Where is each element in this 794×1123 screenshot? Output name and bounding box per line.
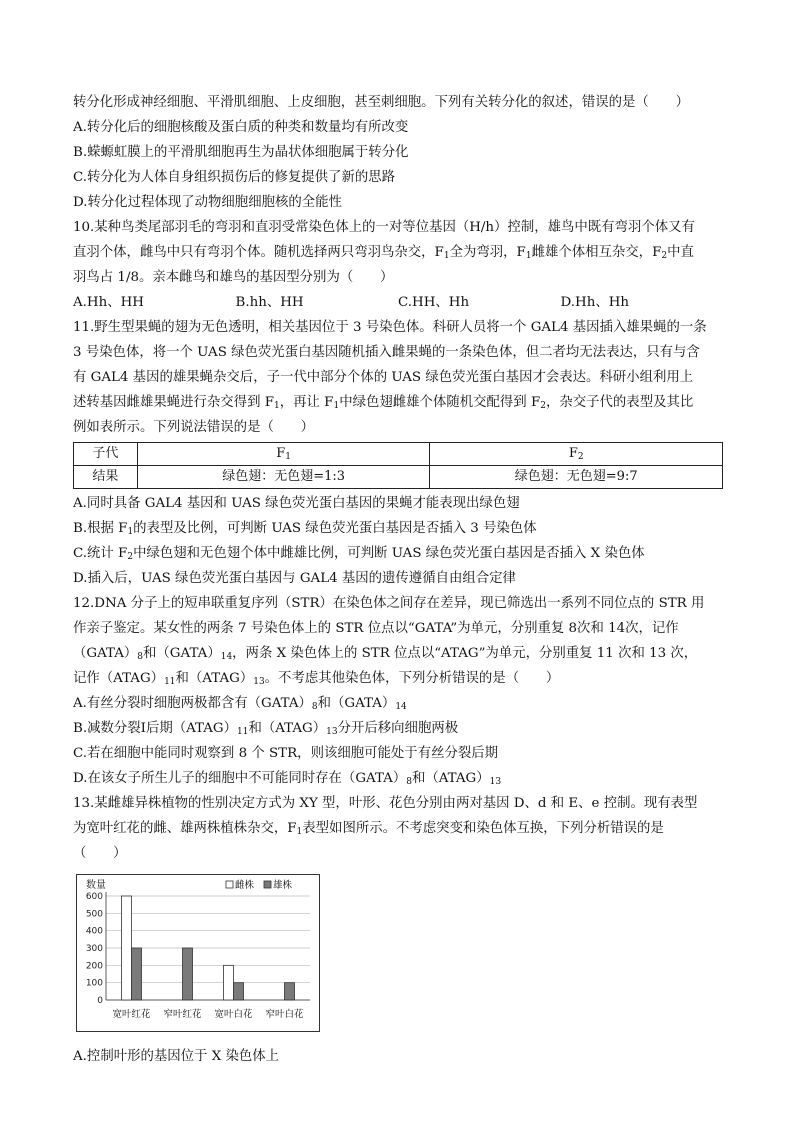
q10-option-b: B.hh、HH bbox=[235, 295, 304, 310]
legend-swatch bbox=[226, 881, 233, 888]
q11-line-1: 11.野生型果蝇的翅为无色透明，相关基因位于 3 号染色体。科研人员将一个 GAL4 基因插入雄果蝇的一条 bbox=[73, 320, 707, 335]
q12-line-1: 12.DNA 分子上的短串联重复序列（STR）在染色体之间存在差异，现已筛选出一系列不同位点的 STR 用 bbox=[73, 596, 705, 611]
x-tick-label: 宽叶红花 bbox=[112, 1009, 151, 1020]
q12-option-a: A.有丝分裂时细胞两极都含有$(GATA)_8$和$(GATA)_{14}$ bbox=[73, 696, 407, 712]
q9-option-c: C.转分化为人体自身组织损伤后的修复提供了新的思路 bbox=[73, 170, 396, 185]
q12-line-3: $(GATA)_8$和$(GATA)_{14}$，两条 X 染色体上的 STR 位点以“ATAG”为单元，分别重复 11 次和 13 次， bbox=[73, 646, 698, 662]
q11-option-a: A.同时具备 GAL4 基因和 UAS 绿色荧光蛋白基因的果蝇才能表现出绿色翅 bbox=[73, 496, 520, 511]
q12-option-c: C.若在细胞中能同时观察到 8 个 STR，则该细胞可能处于有丝分裂后期 bbox=[73, 746, 499, 761]
table-header-offspring: 子代 bbox=[74, 443, 138, 466]
q10-line-3: 羽鸟占 1/8。亲本雌鸟和雄鸟的基因型分别为（ ） bbox=[73, 270, 394, 285]
bar bbox=[224, 965, 234, 1000]
bar bbox=[122, 896, 132, 1000]
y-axis-label: 数量 bbox=[86, 880, 106, 891]
bar bbox=[183, 948, 193, 1000]
table-row bbox=[74, 466, 723, 489]
q9-option-d: D.转分化过程体现了动物细胞细胞核的全能性 bbox=[73, 195, 342, 210]
q12-line-2: 作亲子鉴定。某女性的两条 7 号染色体上的 STR 位点以“GATA”为单元，分别重复 8次和 14次，记作 bbox=[73, 621, 679, 636]
bar bbox=[234, 983, 244, 1000]
table-header-f2: $F_2$ bbox=[430, 443, 723, 466]
q13-bar-chart-svg bbox=[76, 874, 320, 1032]
q9-option-a: A.转分化后的细胞核酸及蛋白质的种类和数量均有所改变 bbox=[73, 120, 409, 135]
table-cell-f1-ratio: 绿色翅：无色翅=1:3 bbox=[137, 466, 430, 489]
y-tick-label: 0 bbox=[97, 996, 103, 1006]
q11-line-5: 例如表所示。下列说法错误的是（ ） bbox=[73, 420, 315, 435]
y-tick-label: 500 bbox=[85, 909, 103, 920]
q13-line-3: （ ） bbox=[73, 846, 127, 861]
y-tick-label: 200 bbox=[85, 961, 103, 972]
q12-option-d: D.在该女子所生儿子的细胞中不可能同时存在$(GATA)_8$和$(ATAG)_{13}$ bbox=[73, 771, 502, 787]
q10-line-1: 10.某种鸟类尾部羽毛的弯羽和直羽受常染色体上的一对等位基因（H/h）控制，雄鸟中既有弯羽个体又有 bbox=[73, 220, 695, 235]
table-row bbox=[74, 443, 723, 466]
q11-line-4: 述转基因雌雄果蝇进行杂交得到 $F_1$，再让 $F_1$中绿色翅雌雄个体随机交配得到 $F_2$，杂交子代的表型及其比 bbox=[73, 395, 694, 411]
y-tick-label: 300 bbox=[85, 944, 103, 954]
q11-line-2: 3 号染色体，将一个 UAS 绿色荧光蛋白基因随机插入雌果蝇的一条染色体，但二者均无法表达，只有与含 bbox=[73, 345, 700, 360]
bar bbox=[285, 983, 295, 1000]
x-tick-label: 宽叶白花 bbox=[214, 1009, 253, 1020]
q13-line-1: 13.某雌雄异株植物的性别决定方式为 XY 型，叶形、花色分别由两对基因 D、d 和 E、e 控制。现有表型 bbox=[73, 796, 698, 811]
q11-option-b: B.根据 $F_1$的表型及比例，可判断 UAS 绿色荧光蛋白基因是否插入 3 号染色体 bbox=[73, 521, 537, 537]
q12-option-b: B.减数分裂Ⅰ后期$(ATAG)_{11}$和$(ATAG)_{13}$分开后移向细胞两极 bbox=[73, 721, 459, 737]
y-tick-label: 400 bbox=[85, 926, 103, 937]
q10-option-c: C.HH、Hh bbox=[398, 295, 470, 310]
q11-option-d: D.插入后，UAS 绿色荧光蛋白基因与 GAL4 基因的遗传遵循自由组合定律 bbox=[73, 571, 516, 586]
chart-frame bbox=[77, 875, 320, 1032]
x-tick-label: 窄叶白花 bbox=[265, 1009, 304, 1020]
x-tick-label: 窄叶红花 bbox=[163, 1009, 202, 1020]
q10-option-a: A.Hh、HH bbox=[73, 295, 144, 310]
q11-line-3: 有 GAL4 基因的雄果蝇杂交后，子一代中部分个体的 UAS 绿色荧光蛋白基因才会表达。科研小组利用上 bbox=[73, 370, 694, 385]
y-tick-label: 100 bbox=[85, 978, 103, 989]
q10-line-2: 直羽个体，雌鸟中只有弯羽个体。随机选择两只弯羽鸟杂交，$F_1$全为弯羽，$F_1$雌雄个体相互杂交，$F_2$中直 bbox=[73, 245, 694, 261]
q12-line-4: 记作$(ATAG)_{11}$和$(ATAG)_{13}$。不考虑其他染色体，下列分析错误的是（ ） bbox=[73, 671, 560, 687]
bar bbox=[132, 948, 142, 1000]
table-cell-result: 结果 bbox=[74, 466, 138, 489]
q11-result-table bbox=[73, 442, 723, 489]
q11-option-c: C.统计 $F_2$中绿色翅和无色翅个体中雌雄比例，可判断 UAS 绿色荧光蛋白基因是否插入 X 染色体 bbox=[73, 546, 645, 562]
legend-label: 雄株 bbox=[273, 880, 293, 891]
q10-option-d: D.Hh、Hh bbox=[560, 295, 630, 310]
q13-bar-chart bbox=[76, 874, 723, 1032]
y-tick-label: 600 bbox=[85, 892, 103, 902]
q13-line-2: 为宽叶红花的雌、雄两株植株杂交，$F_1$表型如图所示。不考虑突变和染色体互换，下列分析错误的是 bbox=[73, 821, 664, 837]
table-header-f1: $F_1$ bbox=[137, 443, 430, 466]
exam-page bbox=[73, 90, 723, 1069]
table-cell-f2-ratio: 绿色翅：无色翅=9:7 bbox=[430, 466, 723, 489]
legend-swatch bbox=[264, 881, 271, 888]
q9-stem: 转分化形成神经细胞、平滑肌细胞、上皮细胞，甚至刺细胞。下列有关转分化的叙述，错误的是（ ） bbox=[73, 95, 689, 110]
q9-option-b: B.蝾螈虹膜上的平滑肌细胞再生为晶状体细胞属于转分化 bbox=[73, 145, 409, 160]
q13-option-a: A.控制叶形的基因位于 X 染色体上 bbox=[73, 1049, 280, 1064]
legend-label: 雌株 bbox=[235, 880, 255, 891]
q10-options bbox=[73, 290, 723, 315]
